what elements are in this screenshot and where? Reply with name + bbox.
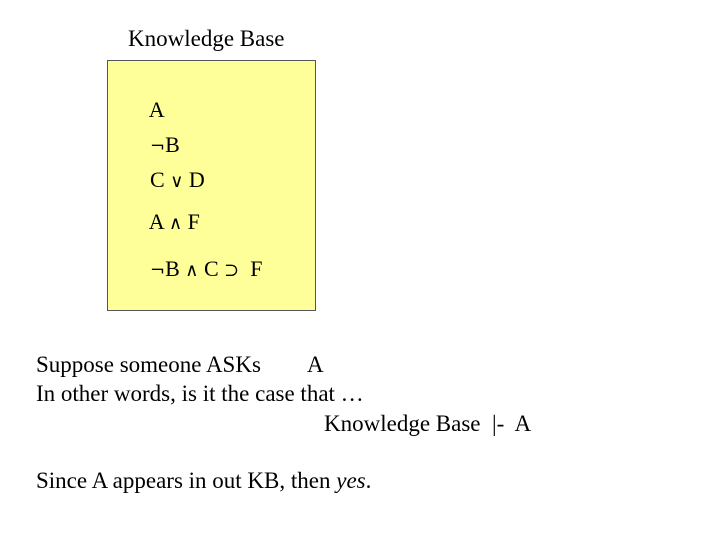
kb-sentence-not-b: ¬B (150, 132, 180, 157)
negation-symbol: ¬ (150, 136, 166, 157)
negation-symbol: ¬ (150, 260, 166, 281)
and-symbol: ∧ (185, 260, 199, 281)
kb-sentence-c-or-d: C ∨ D (150, 167, 205, 192)
ask-query: A (307, 352, 324, 377)
and-symbol: ∧ (168, 213, 183, 234)
knowledge-base-title: Knowledge Base (128, 26, 285, 51)
kb-sentence-a: A (148, 97, 165, 122)
or-symbol: ∨ (170, 171, 184, 192)
ask-statement: Suppose someone ASKs (36, 352, 261, 377)
kb-sentence-a-and-f: A ∧ F (148, 209, 200, 234)
knowledge-base-box (107, 60, 316, 311)
kb-sentence-implication: ¬B ∧ C ⊃ F (150, 256, 263, 281)
question-line: In other words, is it the case that … (36, 381, 364, 406)
implies-symbol: ⊃ (224, 260, 240, 281)
entailment-line: Knowledge Base |- A (324, 411, 532, 436)
yes-emphasis: yes (336, 468, 366, 493)
conclusion-line: Since A appears in out KB, then yes. (36, 468, 372, 493)
